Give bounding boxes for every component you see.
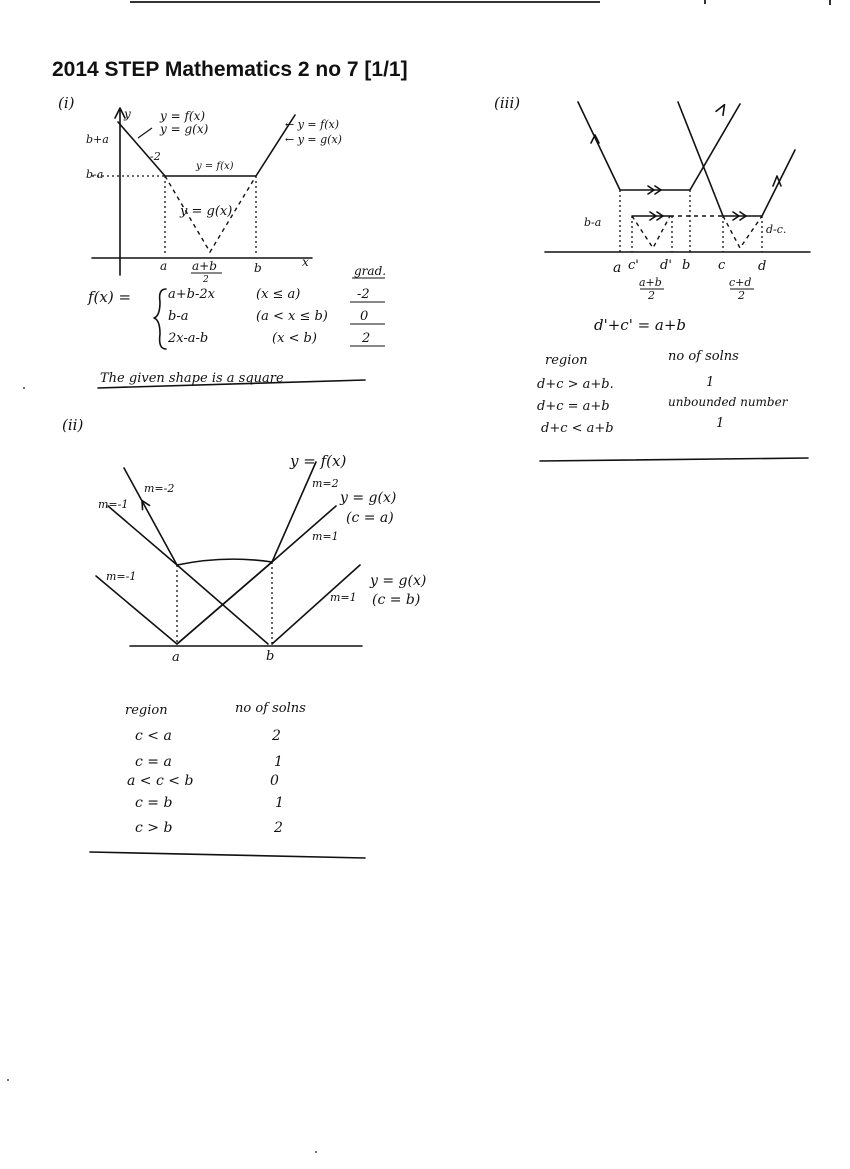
part3-label: (iii) xyxy=(494,94,521,112)
part3-graph xyxy=(545,102,810,302)
xlabel-a: a xyxy=(172,650,180,665)
case1-grad: -2 xyxy=(357,287,370,302)
row5-solns: 2 xyxy=(274,820,283,836)
ylabel-b-minus-a: b-a xyxy=(86,168,104,181)
case2-cond: (a < x ≤ b) xyxy=(256,309,328,324)
row1-solns: 2 xyxy=(272,728,281,744)
row3-solns: 1 xyxy=(716,416,725,431)
xlabel-a: a xyxy=(613,260,622,276)
row4-solns: 1 xyxy=(275,795,284,811)
mid2-den: 2 xyxy=(738,289,745,302)
row2-solns: 1 xyxy=(274,754,283,770)
row1-solns: 1 xyxy=(706,375,715,390)
slope-m-neg2: m=-2 xyxy=(144,482,175,495)
curve-label-f-mid: y = f(x) xyxy=(196,161,234,172)
xlabel-c: c xyxy=(718,258,726,273)
header-region: region xyxy=(125,703,168,718)
mid1-num: a+b xyxy=(639,276,662,289)
xlabel-d: d xyxy=(758,259,767,274)
xlabel-b: b xyxy=(254,261,262,275)
case1-expr: a+b-2x xyxy=(168,287,215,302)
row3-solns: 0 xyxy=(270,773,279,789)
mid-label-den: 2 xyxy=(203,275,209,285)
curve-label-g: y = g(x) xyxy=(160,122,209,136)
label-c-eq-b: (c = b) xyxy=(372,592,421,608)
slope-m-1-bottom: m=1 xyxy=(330,591,357,604)
square-note: The given shape is a square xyxy=(100,371,284,386)
row3-region: a < c < b xyxy=(127,773,194,789)
page-title: 2014 STEP Mathematics 2 no 7 [1/1] xyxy=(52,58,408,81)
fx-label: f(x) = xyxy=(88,288,132,306)
slope-m-1-top: m=1 xyxy=(312,530,339,543)
curve-label-g-mid: y = g(x) xyxy=(180,204,233,219)
part1-graph xyxy=(86,107,342,285)
part2-table xyxy=(90,701,365,858)
xlabel-d-prime: d' xyxy=(660,258,672,273)
axis-y-label: y xyxy=(124,107,131,121)
case1-cond: (x ≤ a) xyxy=(256,287,301,302)
row3-region: d+c < a+b xyxy=(541,421,614,436)
row2-solns: unbounded number xyxy=(668,395,788,409)
row4-region: c = b xyxy=(135,795,173,811)
slope-m-neg1-bottom: m=-1 xyxy=(106,570,137,583)
label-g1: y = g(x) xyxy=(340,490,397,506)
row2-region: d+c = a+b xyxy=(537,399,610,414)
label-c-eq-a: (c = a) xyxy=(346,510,394,526)
part1-label: (i) xyxy=(58,94,75,112)
label-d-minus-c: d-c. xyxy=(766,223,787,236)
mid2-num: c+d xyxy=(729,276,752,289)
piecewise-definition xyxy=(87,264,386,388)
slope-m-neg1-top: m=-1 xyxy=(98,498,129,511)
header-solns: no of solns xyxy=(668,349,739,364)
case2-expr: b-a xyxy=(168,309,189,324)
case3-grad: 2 xyxy=(362,331,371,346)
row5-region: c > b xyxy=(135,820,173,836)
part2-label: (ii) xyxy=(62,416,84,434)
mid-label-num: a+b xyxy=(192,259,217,273)
part2-graph xyxy=(96,452,426,665)
case3-cond: (x < b) xyxy=(272,331,317,346)
case2-grad: 0 xyxy=(360,309,369,324)
label-b-minus-a: b-a xyxy=(584,216,602,229)
row1-region: d+c > a+b. xyxy=(537,377,614,392)
case3-expr: 2x-a-b xyxy=(168,331,209,346)
xlabel-b: b xyxy=(266,649,275,664)
header-region: region xyxy=(545,353,588,368)
xlabel-x: x xyxy=(302,255,309,269)
header-solns: no of solns xyxy=(235,701,306,716)
slope-m-2: m=2 xyxy=(312,477,339,490)
curve-label-g-right: ← y = g(x) xyxy=(285,133,342,146)
xlabel-a: a xyxy=(160,259,168,273)
curve-label-f-right: ← y = f(x) xyxy=(285,118,339,131)
part3-table xyxy=(537,349,808,461)
label-f: y = f(x) xyxy=(290,452,347,470)
row1-region: c < a xyxy=(135,728,172,744)
relation: d'+c' = a+b xyxy=(594,316,687,334)
xlabel-b: b xyxy=(682,258,691,273)
grad-header: grad. xyxy=(354,264,387,278)
xlabel-c-prime: c' xyxy=(628,258,639,273)
grad-label: -2 xyxy=(150,150,161,163)
row2-region: c = a xyxy=(135,754,172,770)
mid1-den: 2 xyxy=(648,289,655,302)
curve-label-f: y = f(x) xyxy=(160,109,206,123)
label-g2: y = g(x) xyxy=(370,573,427,589)
ylabel-b-plus-a: b+a xyxy=(86,133,109,146)
